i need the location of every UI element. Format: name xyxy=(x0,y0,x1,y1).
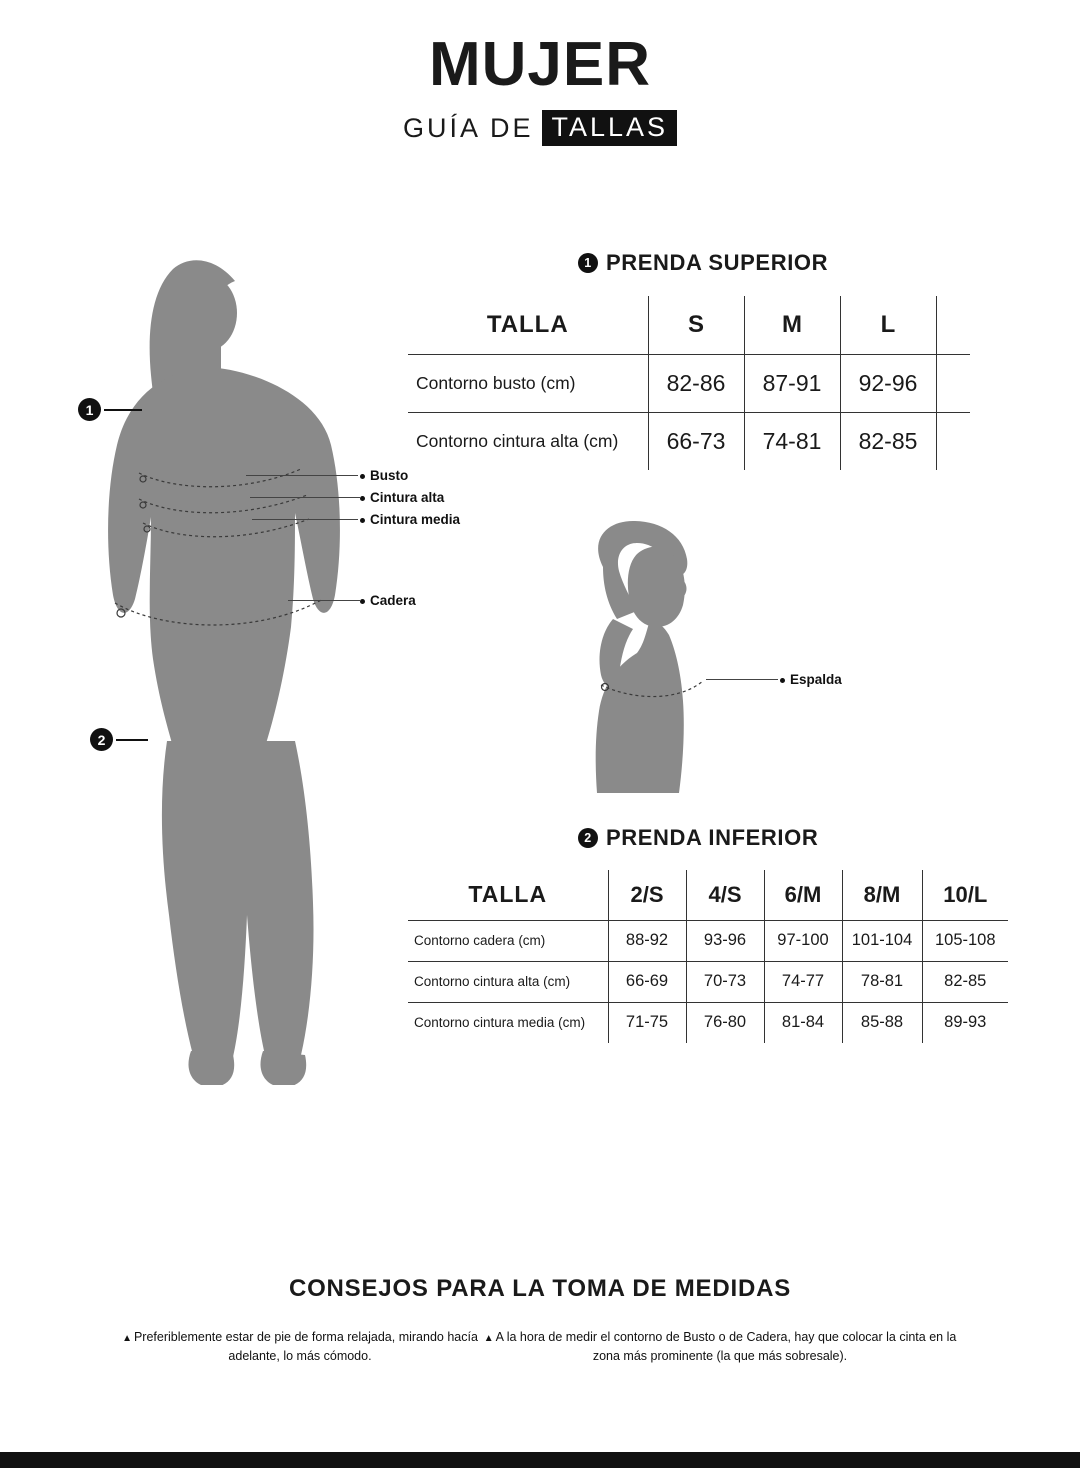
subtitle-prefix: GUÍA DE xyxy=(402,112,534,143)
cell-cintura-media-6m: 81-84 xyxy=(764,1002,842,1043)
cell-cintura-media-10l: 89-93 xyxy=(944,1013,987,1032)
row-label-contorno-cintura-alta: Contorno cintura alta (cm) xyxy=(408,961,608,1002)
table-header-talla: TALLA xyxy=(408,870,608,920)
table-header-spacer xyxy=(936,296,970,354)
row-label-contorno-cintura-alta: Contorno cintura alta (cm) xyxy=(408,412,648,470)
leader-line-espalda xyxy=(706,679,778,680)
figure-label-cintura-media: Cintura media xyxy=(360,512,460,527)
table-header-row xyxy=(408,296,970,354)
cell-spacer xyxy=(936,354,970,412)
page-header xyxy=(0,30,1080,146)
cell-busto-s: 82-86 xyxy=(648,354,744,412)
section-number-badge-2: 2 xyxy=(578,828,598,848)
table-header-size-6m: 6/M xyxy=(764,870,842,920)
cell-busto-m: 87-91 xyxy=(744,354,840,412)
table-header-size-l: L xyxy=(840,296,936,354)
cell-cintura-alta-6m: 74-77 xyxy=(764,961,842,1002)
table-row xyxy=(408,1002,1008,1043)
table-row xyxy=(408,354,970,412)
bullet-dot-icon xyxy=(360,518,365,523)
section-heading-prenda-inferior xyxy=(578,825,818,851)
cell-cintura-alta-s: 66-73 xyxy=(648,412,744,470)
table-header-size-2s: 2/S xyxy=(608,870,686,920)
table-prenda-inferior xyxy=(408,870,1008,1043)
bullet-dot-icon xyxy=(360,599,365,604)
page-subtitle xyxy=(0,110,1080,146)
triangle-icon: ▲ xyxy=(122,1333,132,1344)
cell-cadera-2s: 88-92 xyxy=(608,920,686,961)
table-header-size-10l: 10/L xyxy=(922,870,1008,920)
table-header-size-8m: 8/M xyxy=(842,870,922,920)
cell-cintura-alta-10l: 82-85 xyxy=(922,961,1008,1002)
cell-cintura-media-4s: 76-80 xyxy=(686,1002,764,1043)
cell-cintura-alta-4s: 70-73 xyxy=(686,961,764,1002)
callout-line-2 xyxy=(116,739,148,741)
cell-cadera-4s: 93-96 xyxy=(686,920,764,961)
female-body-figure-front xyxy=(55,255,395,1085)
cell-spacer xyxy=(936,412,970,470)
table-header-size-m: M xyxy=(744,296,840,354)
footer-bar xyxy=(0,1452,1080,1468)
table-header-size-s: S xyxy=(648,296,744,354)
leader-line-cadera xyxy=(288,600,360,601)
cell-cintura-alta-8m: 78-81 xyxy=(842,961,922,1002)
bullet-dot-icon xyxy=(360,496,365,501)
cell-busto-l: 92-96 xyxy=(840,354,936,412)
callout-marker-2: 2 xyxy=(90,728,113,751)
table-row xyxy=(408,920,1008,961)
cell-cadera-6m: 97-100 xyxy=(764,920,842,961)
cell-cintura-alta-l: 82-85 xyxy=(840,412,936,470)
callout-line-1 xyxy=(104,409,142,411)
cell-cadera-8m: 101-104 xyxy=(842,920,922,961)
row-label-contorno-cadera: Contorno cadera (cm) xyxy=(408,920,608,961)
table-row xyxy=(408,412,970,470)
table-row xyxy=(408,961,1008,1002)
tip-right: ▲ A la hora de medir el contorno de Busto o de Cadera, hay que colocar la cinta en la zona más prominente (la que más sobresale). xyxy=(483,1330,957,1363)
cell-cadera-10l: 105-108 xyxy=(922,920,1008,961)
cell-cintura-media-8m: 85-88 xyxy=(842,1002,922,1043)
row-label-contorno-busto: Contorno busto (cm) xyxy=(408,354,648,412)
cell-cintura-alta-2s: 66-69 xyxy=(608,961,686,1002)
table-header-talla: TALLA xyxy=(408,296,648,354)
tips-heading: CONSEJOS PARA LA TOMA DE MEDIDAS xyxy=(288,1275,792,1302)
leader-line-busto xyxy=(246,475,358,476)
cell-cintura-media-2s: 71-75 xyxy=(608,1002,686,1043)
figure-label-busto: Busto xyxy=(360,468,408,483)
page-title: MUJER xyxy=(428,30,652,99)
subtitle-highlight: TALLAS xyxy=(542,110,677,146)
figure-label-cadera: Cadera xyxy=(360,593,416,608)
female-body-figure-side xyxy=(545,515,775,795)
section-number-badge-1: 1 xyxy=(578,253,598,273)
figure-label-cintura-alta: Cintura alta xyxy=(360,490,444,505)
leader-line-cintura-alta xyxy=(250,497,360,498)
section-heading-prenda-superior xyxy=(578,250,828,276)
callout-marker-1: 1 xyxy=(78,398,101,421)
bullet-dot-icon xyxy=(780,678,785,683)
section-title-top: PRENDA SUPERIOR xyxy=(606,250,829,275)
table-prenda-superior xyxy=(408,296,970,470)
leader-line-cintura-media xyxy=(252,519,358,520)
row-label-contorno-cintura-media: Contorno cintura media (cm) xyxy=(408,1002,608,1043)
bullet-dot-icon xyxy=(360,474,365,479)
tip-left: ▲ Preferiblemente estar de pie de forma relajada, mirando hacía adelante, lo más cómodo. xyxy=(122,1330,478,1363)
figure-label-espalda: Espalda xyxy=(780,672,842,687)
section-title-bottom: PRENDA INFERIOR xyxy=(606,825,819,850)
table-header-size-4s: 4/S xyxy=(686,870,764,920)
table-header-row xyxy=(408,870,1008,920)
cell-cintura-alta-m: 74-81 xyxy=(744,412,840,470)
triangle-icon: ▲ xyxy=(483,1333,494,1344)
